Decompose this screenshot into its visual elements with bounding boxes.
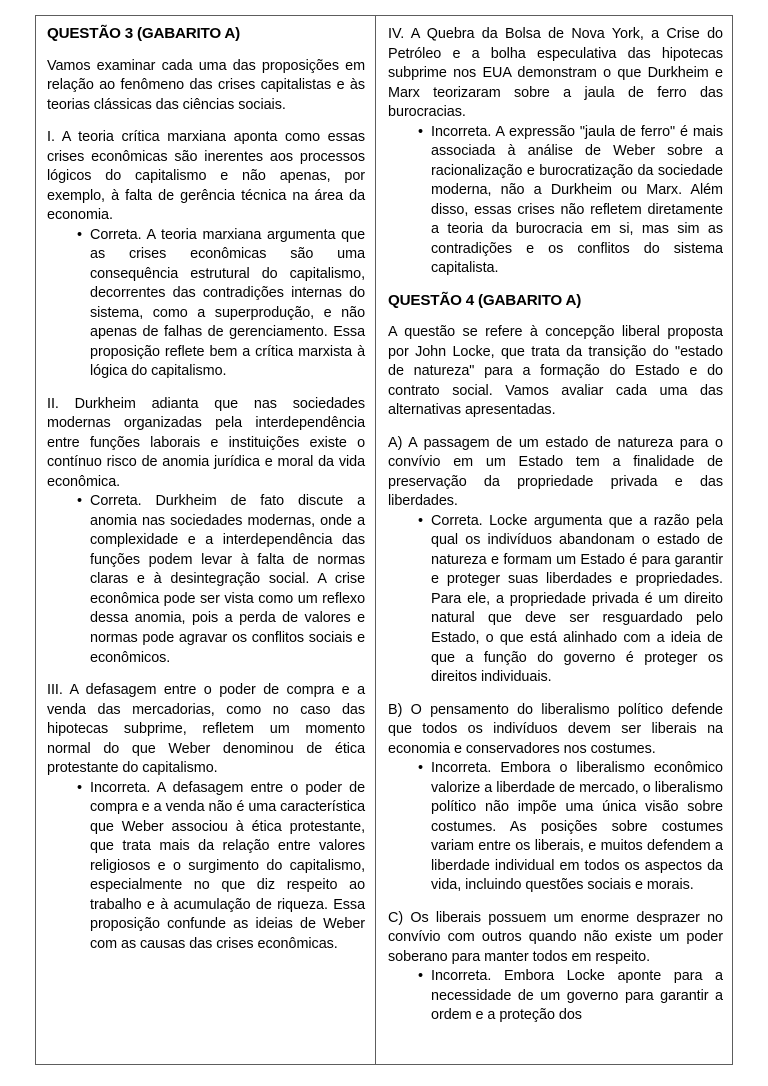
question-4-intro-paragraph: A questão se refere à concepção liberal proposta por John Locke, que trata da transição do "estado de natureza" para a formação do Estado e do contrato social. Vamos avaliar cada uma das alternativas apresentadas. bbox=[388, 324, 723, 419]
alternative-b-statement: B) O pensamento do liberalismo político defende que todos os indivíduos devem ser liberais na economia e conservadores nos costumes. bbox=[388, 701, 723, 757]
proposition-3-statement: III. A defasagem entre o poder de compra e a venda das mercadorias, como no caso das hipotecas subprime, refletem um momento normal do que Weber denominou de ética protestante do capitalismo. bbox=[47, 682, 366, 777]
list-item: • Correta. Durkheim de fato discute a anomia nas sociedades modernas, onde a complexidade e a interdependência das funções podem levar à falta de normas claras e à desintegração social. A crise econômica pode ser vista como um reflexo dessa anomia, pois a perda de valores e normas pode agravar os conflitos sociais e econômicos. bbox=[77, 492, 365, 668]
table-cell-left-column bbox=[36, 16, 376, 1064]
proposition-4-analysis-list bbox=[388, 123, 723, 279]
proposition-2-statement: II. Durkheim adianta que nas sociedades modernas organizadas pela interdependência entre funções laborais e instituições existe o contínuo risco de anomia jurídica e moral da vida econômica. bbox=[47, 395, 366, 490]
proposition-4-statement: IV. A Quebra da Bolsa de Nova York, a Crise do Petróleo e a bolha especulativa das hipotecas subprime nos EUA demonstram o que Durkheim e Marx teorizaram sobre a jaula de ferro das burocracias. bbox=[388, 26, 723, 121]
alternative-a-statement: A) A passagem de um estado de natureza para o convívio em um Estado tem a finalidade de preservação da propriedade privada e das liberdades. bbox=[388, 434, 723, 510]
two-column-table bbox=[35, 15, 733, 1065]
table-cell-right-column bbox=[376, 16, 732, 1064]
alternative-c-statement: C) Os liberais possuem um enorme desprazer no convívio com outros quando não existe um poder soberano para manter todos em respeito. bbox=[388, 909, 723, 965]
list-item: • Incorreta. A defasagem entre o poder de compra e a venda não é uma característica que Weber associou à ética protestante, que trata mais da relação entre valores religiosos e o surgimento do capitalismo, especialmente no que diz respeito ao trabalho e à acumulação de riqueza. Essa proposição confunde as ideias de Weber com as causas das crises econômicas. bbox=[77, 779, 365, 955]
list-item: • Incorreta. Embora o liberalismo econômico valorize a liberdade de mercado, o liberalismo político não impõe uma única visão sobre costumes. As posições sobre costumes variam entre os liberais, e muitos defendem a liberdade individual em todos os aspectos da vida, incluindo questões sociais e morais. bbox=[418, 759, 723, 896]
proposition-2-analysis-list bbox=[47, 492, 365, 668]
proposition-1-statement: I. A teoria crítica marxiana aponta como essas crises econômicas são inerentes aos processos lógicos do capitalismo e não apenas, por exemplo, à falta de gerência técnica na área da economia. bbox=[47, 129, 366, 224]
alternative-b-analysis-list bbox=[388, 759, 723, 896]
list-item: • Correta. Locke argumenta que a razão pela qual os indivíduos abandonam o estado de natureza e formam um Estado é para garantir e proteger suas liberdades e propriedades. Para ele, a propriedade privada é um direito natural que deve ser resguardado pelo Estado, o que está alinhado com a ideia de que a função do governo é proteger os direitos individuais. bbox=[418, 512, 723, 688]
proposition-1-analysis-list bbox=[47, 226, 365, 382]
list-item: • Correta. A teoria marxiana argumenta que as crises econômicas são uma consequência estrutural do capitalismo, decorrentes das contradições internas do sistema, como a superprodução, e não apenas de falhas de gerenciamento. Essa proposição reflete bem a crítica marxista à lógica do capitalismo. bbox=[77, 226, 365, 382]
proposition-3-analysis-list bbox=[47, 779, 365, 955]
list-item: • Incorreta. Embora Locke aponte para a necessidade de um governo para garantir a ordem e a proteção dos bbox=[418, 967, 723, 1026]
list-item: • Incorreta. A expressão "jaula de ferro" é mais associada à análise de Weber sobre a racionalização e burocratização da sociedade moderna, não a Durkheim ou Marx. Além disso, essas crises não refletem diretamente a teoria da burocracia em si, mas sim as contradições e os conflitos do sistema capitalista. bbox=[418, 123, 723, 279]
question-3-intro-paragraph: Vamos examinar cada uma das proposições em relação ao fenômeno das crises capitalistas e às teorias clássicas das ciências sociais. bbox=[47, 57, 366, 113]
question-3-heading: QUESTÃO 3 (GABARITO A) bbox=[47, 25, 241, 42]
alternative-a-analysis-list bbox=[388, 512, 723, 688]
alternative-c-analysis-list bbox=[388, 967, 723, 1026]
question-4-heading: QUESTÃO 4 (GABARITO A) bbox=[388, 291, 582, 309]
